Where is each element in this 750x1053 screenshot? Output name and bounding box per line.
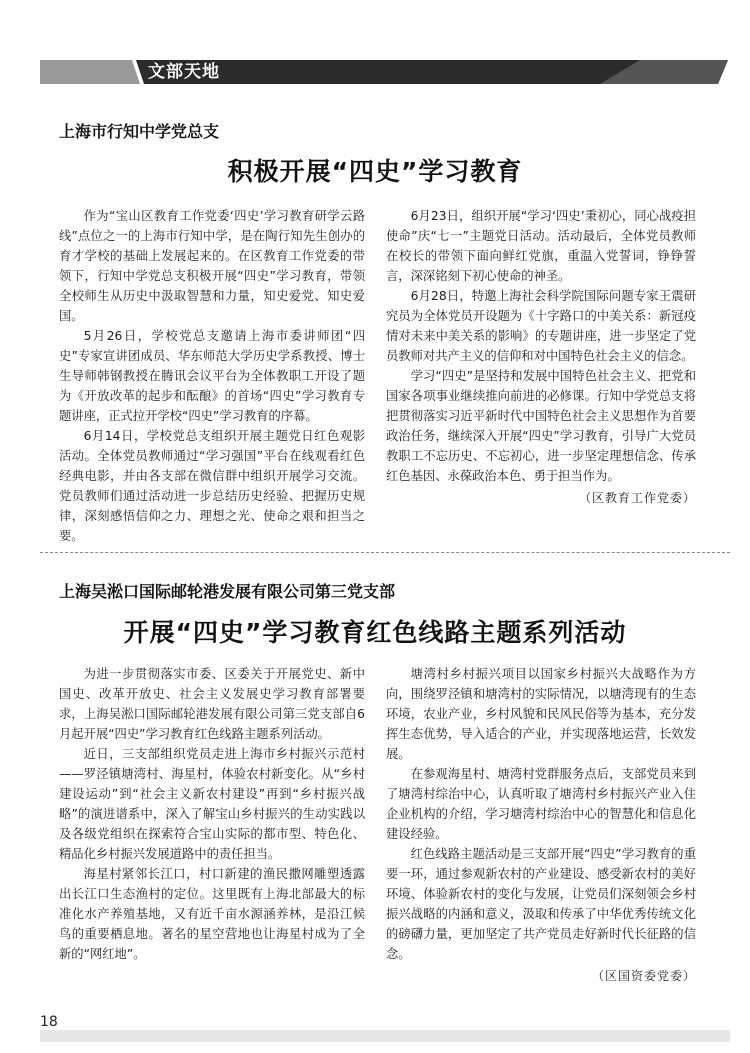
header-band-shape (40, 60, 730, 84)
article2-left-column (59, 664, 365, 964)
article1-paragraph: 作为“宝山区教育工作党委‘四史’学习教育研学云路线”点位之一的上海市行知中学，是在陶行知先生创办的育才学校的基础上发展起来的。在区教育工作党委的带领下，行知中学党总支积极开展“四史”学习教育，带领全校师生从历史中汲取智慧和力量，知史爱党、知史爱国。 (59, 209, 365, 323)
section-header-band (40, 60, 730, 84)
article1-right-column (386, 206, 696, 508)
article2-right-column (386, 664, 696, 986)
article2-paragraph: 为进一步贯彻落实市委、区委关于开展党史、新中国史、改革开放史、社会主义发展史学习教育部署要求，上海吴淞口国际邮轮港发展有限公司第三党支部自6月起开展“四史”学习教育红色线路主题系列活动。 (59, 667, 365, 741)
article1-paragraph: 5月26日，学校党总支邀请上海市委讲师团“四史”专家宣讲团成员、华东师范大学历史学系教授、博士生导师韩钢教授在腾讯会议平台为全体教职工开设了题为《开放改革的起步和酝酿》的首场“四史”学习教育专题讲座，正式拉开学校“四史”学习教育的序幕。 (59, 329, 365, 423)
article2-organization: 上海吴淞口国际邮轮港发展有限公司第三党支部 (59, 582, 396, 601)
article2-paragraph: 塘湾村乡村振兴项目以国家乡村振兴大战略作为方向，围绕罗泾镇和塘湾村的实际情况，以塘湾现有的生态环境，农业产业，乡村风貌和民风民俗等为基本，充分发挥生态优势，导入适合的产业，并实现落地运营，长效发展。 (386, 667, 696, 761)
article1-paragraph: 6月14日，学校党总支组织开展主题党日红色观影活动。全体党员教师通过“学习强国”平台在线观看红色经典电影，并由各支部在微信群中组织开展学习交流。党员教师们通过活动进一步总结历史经验、把握历史规律，深刻感悟信仰之力、理想之光、使命之艰和担当之要。 (59, 429, 365, 543)
section-title: 文部天地 (148, 62, 220, 82)
article2-paragraph: 近日，三支部组织党员走进上海市乡村振兴示范村——罗泾镇塘湾村、海星村，体验农村新变化。从“乡村建设运动”到“社会主义新农村建设”再到“乡村振兴战略”的演进谱系中，深入了解宝山乡村振兴的生动实践以及各级党组织在探索符合宝山实际的都市型、特色化、精品化乡村振兴发展道路中的责任担当。 (59, 747, 365, 861)
article1-left-column (59, 206, 365, 546)
article2-paragraph: 在参观海星村、塘湾村党群服务点后，支部党员来到了塘湾村综治中心，认真听取了塘湾村乡村振兴产业入住企业机构的介绍，学习塘湾村综治中心的智慧化和信息化建设经验。 (386, 767, 696, 841)
article2-paragraph: 海星村紧邻长江口，村口新建的渔民撒网雕塑透露出长江口生态渔村的定位。这里既有上海北部最大的标准化水产养殖基地，又有近千亩水源涵养林，是沿江候鸟的重要栖息地。著名的星空营地也让海星村成为了全新的“网红地”。 (59, 867, 365, 961)
article1-paragraph: 6月23日，组织开展“学习‘四史’秉初心，同心战疫担使命”庆“七一”主题党日活动。活动最后，全体党员教师在校长的带领下面向鲜红党旗，重温入党誓词，铮铮誓言，深深铭刻下初心使命的神圣。 (386, 209, 696, 283)
section-divider (40, 552, 730, 553)
article2-signature: （区国资委党委） (591, 969, 696, 983)
footer-rule (40, 1030, 730, 1042)
article2-headline: 开展“四史”学习教育红色线路主题系列活动 (123, 618, 627, 647)
article1-headline: 积极开展“四史”学习教育 (227, 157, 523, 186)
article1-organization: 上海市行知中学党总支 (59, 122, 220, 141)
article2-paragraph: 红色线路主题活动是三支部开展“四史”学习教育的重要一环，通过参观新农村的产业建设、感受新农村的美好环境、体验新农村的变化与发展，让党员们深刻领会乡村振兴战略的内涵和意义，汲取和传承了中华优秀传统文化的磅礴力量，更加坚定了共产党员走好新时代长征路的信念。 (386, 847, 696, 961)
article1-paragraph: 学习“四史”是坚持和发展中国特色社会主义、把党和国家各项事业继续推向前进的必修课。行知中学党总支将把贯彻落实习近平新时代中国特色社会主义思想作为首要政治任务，继续深入开展“四史”学习教育，引导广大党员教职工不忘历史、不忘初心，进一步坚定理想信念、传承红色基因、永葆政治本色、勇于担当作为。 (386, 369, 696, 483)
page-number: 18 (40, 1014, 58, 1030)
article1-signature: （区教育工作党委） (578, 491, 696, 505)
article1-paragraph: 6月28日，特邀上海社会科学院国际问题专家王震研究员为全体党员开设题为《十字路口的中美关系：新冠疫情对未来中美关系的影响》的专题讲座，进一步坚定了党员教师对共产主义的信仰和对中国特色社会主义的信念。 (386, 289, 696, 363)
